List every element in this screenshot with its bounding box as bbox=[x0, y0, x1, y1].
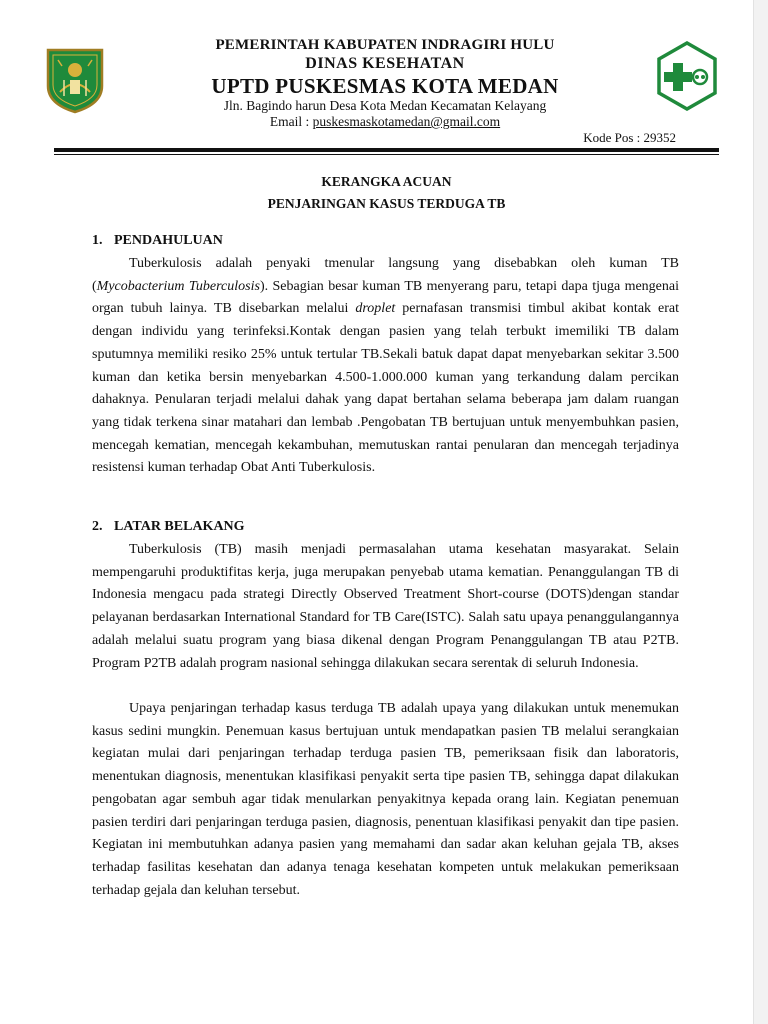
document-title: KERANGKA ACUAN bbox=[321, 174, 452, 189]
section-title: PENDAHULUAN bbox=[114, 233, 223, 248]
postal-code: Kode Pos : 29352 bbox=[583, 130, 676, 145]
letterhead-divider-thin bbox=[54, 154, 719, 155]
section-heading-latar-belakang bbox=[92, 519, 245, 535]
scrollbar[interactable] bbox=[753, 0, 768, 1024]
letterhead-address: Jln. Bagindo harun Desa Kota Medan Kecamatan Kelayang bbox=[223, 98, 547, 113]
letterhead-government: PEMERINTAH KABUPATEN INDRAGIRI HULU bbox=[215, 37, 555, 53]
text-run: Tuberkulosis adalah penyaki tmenular langsung yang disebabkan oleh kuman TB ( bbox=[92, 256, 679, 294]
section-number: 2. bbox=[92, 519, 103, 534]
paragraph bbox=[92, 253, 679, 480]
text-run: ). Sebagian besar kuman TB menyerang paru, tetapi dapa tjuga mengenai organ tubuh lainya. TB disebarkan melalui bbox=[92, 278, 679, 317]
regency-emblem-icon bbox=[44, 46, 106, 114]
letterhead-email-line bbox=[120, 114, 650, 130]
section-number: 1. bbox=[92, 233, 103, 248]
italic-term: Mycobacterium Tuberculosis bbox=[96, 278, 260, 294]
text-run: Tuberkulosis (TB) masih menjadi permasalahan utama kesehatan masyarakat. Selain mempengaruhi produktifitas kerja, juga merupakan penyebab utama kematian. Penanggulangan TB di Indonesia mengacu pada strategi Directly Observed Treatment Short-course (DOTS)dengan standar pelayanan berdasarkan International Standard for TB Care(ISTC). Salah satu upaya penanggulangannya adalah melalui suatu program yang biasa dikenal dengan Program Penanggulangan TB atau P2TB. Program P2TB adalah program nasional sehingga dilakukan secara serentak di seluruh Indonesia. bbox=[92, 542, 679, 671]
paragraph bbox=[92, 698, 679, 902]
text-run: Upaya penjaringan terhadap kasus terduga TB adalah upaya yang dilakukan untuk menemukan kasus sedini mungkin. Penemuan kasus bertujuan untuk mendapatkan pasien TB melalui serangkaian kegiatan mulai dari penjaringan terhadap terduga pasien TB, pemeriksaan fisik dan laboratoris, menentukan diagnosis, menentukan klasifikasi penyakit serta tipe pasien TB, sehingga dapat dilakukan pengobatan agar sembuh agar tidak menularkan penyakitnya kepada orang lain. Kegiatan penemuan pasien terdiri dari penjaringan terduga pasien, diagnosis, penentuan klasifikasi penyakit dan tipe pasien. Kegiatan ini membutuhkan adanya pasien yang memahami dan sadar akan keluhan gejala TB, akses terhadap fasilitas kesehatan dan adanya tenaga kesehatan kompeten untuk melakukan pemeriksaan terhadap gejala dan keluhan tersebut. bbox=[92, 701, 679, 898]
document-subtitle: PENJARINGAN KASUS TERDUGA TB bbox=[267, 196, 506, 211]
paragraph bbox=[92, 539, 679, 675]
puskesmas-cross-icon bbox=[655, 41, 719, 111]
section-title: LATAR BELAKANG bbox=[114, 519, 245, 534]
letterhead-institution: UPTD PUSKESMAS KOTA MEDAN bbox=[211, 74, 559, 98]
text-run: pernafasan transmisi timbul akibat kontak erat dengan individu yang terinfeksi.Kontak dengan pasien yang telah terbukt imemiliki TB dalam sputumnya memiliki resiko 25% untuk tertular TB.Sekali batuk dapat dapat menyebarkan sekitar 3.500 kuman dan ketika bersin menyebarkan 4.500-1.000.000 kuman yang terkandung dalam percikan dahaknya. Penularan terjadi melalui dahak yang dapat bertahan selama beberapa jam dalam ruangan yang tidak terkena sinar matahari dan lembab .Pengobatan TB bertujuan untuk menyembuhkan pasien, mencegah kematian, mencegah kekambuhan, memutuskan rantai penularan dan mencegah terjadinya resistensi kuman terhadap Obat Anti Tuberkulosis. bbox=[92, 301, 679, 476]
letterhead-department: DINAS KESEHATAN bbox=[305, 55, 465, 72]
email-label: Email : bbox=[269, 114, 313, 129]
section-heading-pendahuluan bbox=[92, 233, 223, 249]
email-link[interactable]: puskesmaskotamedan@gmail.com bbox=[312, 114, 501, 129]
italic-term: droplet bbox=[355, 301, 396, 317]
letterhead-divider-thick bbox=[54, 148, 719, 152]
